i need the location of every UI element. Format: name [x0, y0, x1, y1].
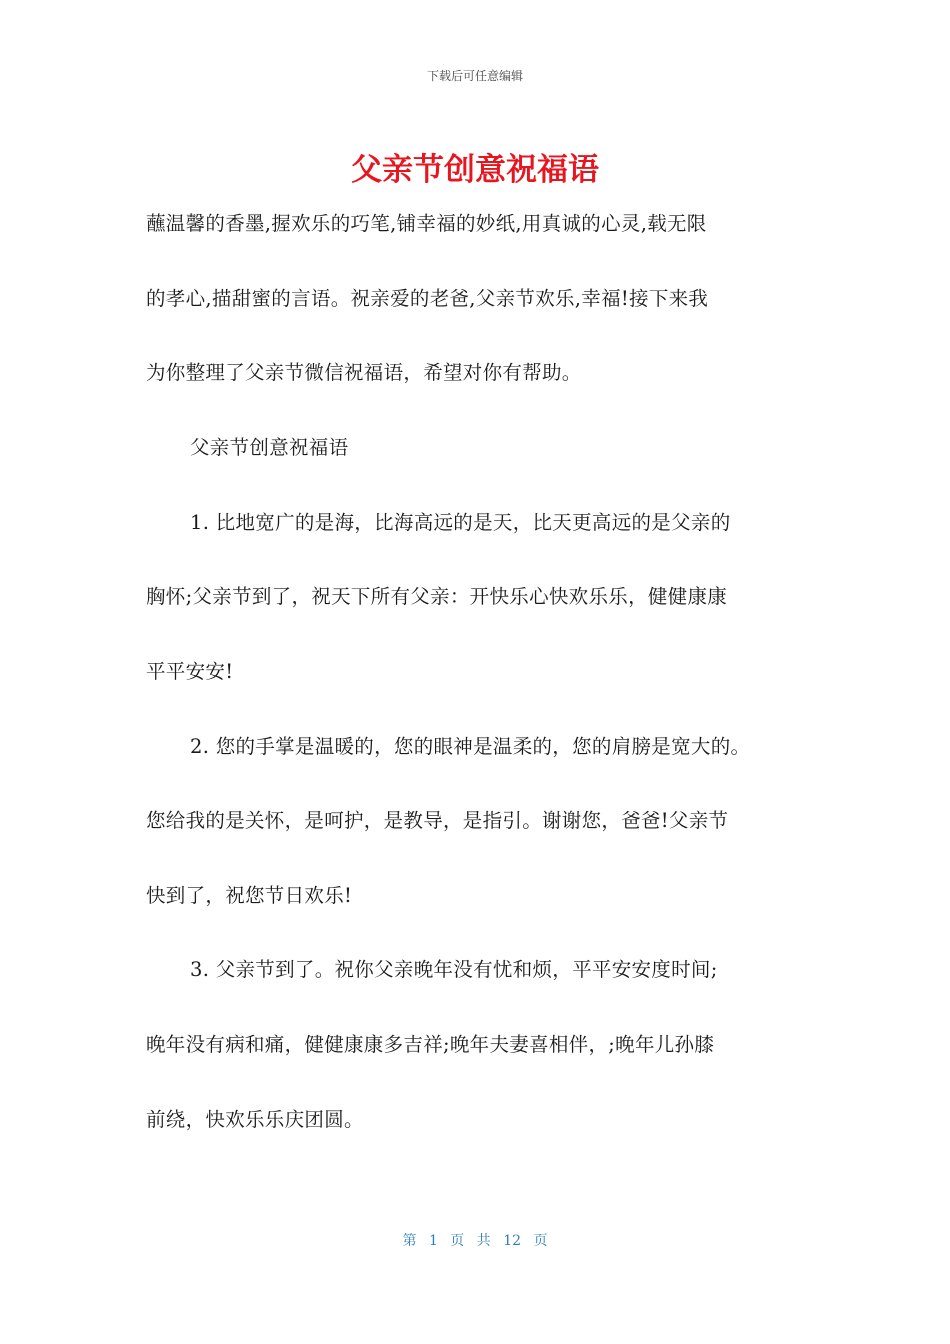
paragraph-line: 的孝心,描甜蜜的言语。祝亲爱的老爸,父亲节欢乐,幸福!接下来我	[146, 287, 709, 310]
paragraph-line: 平平安安!	[146, 660, 234, 683]
paragraph-line: 3. 父亲节到了。祝你父亲晚年没有忧和烦，平平安安度时间;	[190, 958, 718, 981]
paragraph-line: 蘸温馨的香墨,握欢乐的巧笔,铺幸福的妙纸,用真诚的心灵,载无限	[146, 212, 707, 235]
document-title: 父亲节创意祝福语	[351, 152, 599, 188]
paragraph-line: 1. 比地宽广的是海，比海高远的是天，比天更高远的是父亲的	[190, 511, 731, 534]
paragraph-line: 2. 您的手掌是温暖的，您的眼神是温柔的，您的肩膀是宽大的。	[190, 735, 751, 758]
header-note: 下载后可任意编辑	[426, 69, 523, 83]
paragraph-line: 您给我的是关怀，是呵护，是教导，是指引。谢谢您，爸爸!父亲节	[146, 809, 729, 832]
paragraph-line: 胸怀;父亲节到了，祝天下所有父亲：开快乐心快欢乐乐，健健康康	[146, 585, 728, 608]
page-number-footer: 第 1 页 共 12 页	[402, 1233, 548, 1249]
section-heading: 父亲节创意祝福语	[190, 436, 349, 459]
paragraph-line: 快到了，祝您节日欢乐!	[146, 884, 353, 907]
paragraph-line: 为你整理了父亲节微信祝福语，希望对你有帮助。	[146, 361, 582, 384]
paragraph-line: 晚年没有病和痛，健健康康多吉祥;晚年夫妻喜相伴，;晚年儿孙膝	[146, 1033, 715, 1056]
paragraph-line: 前绕，快欢乐乐庆团圆。	[146, 1108, 364, 1131]
